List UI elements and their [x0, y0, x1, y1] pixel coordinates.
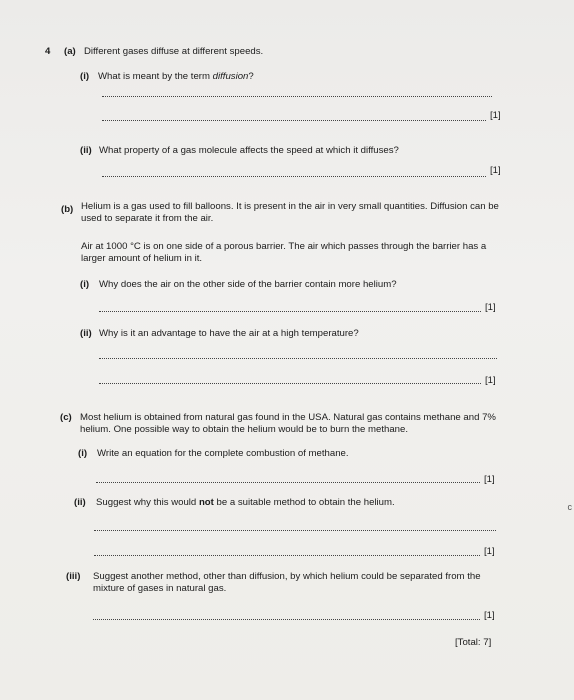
part-a-label: (a) [64, 46, 76, 57]
mark-allocation: [1] [485, 302, 496, 313]
mark-allocation: [1] [485, 375, 496, 386]
answer-line[interactable] [96, 482, 480, 483]
part-c-label: (c) [60, 412, 72, 423]
part-b-label: (b) [61, 204, 74, 215]
part-b-ii-label: (ii) [80, 328, 92, 339]
part-b-stem-2: Air at 1000 °C is on one side of a porous barrier. The air which passes through the barrier has a larger amount of helium in it. [81, 241, 487, 264]
part-c-iii-question: Suggest another method, other than diffusion, by which helium could be separated from the mixture of gases in natural gas. [93, 571, 481, 594]
mark-allocation: [1] [484, 474, 495, 485]
answer-line[interactable] [93, 619, 480, 620]
question-number: 4 [45, 46, 51, 57]
part-a-ii-question: What property of a gas molecule affects the speed at which it diffuses? [99, 145, 399, 156]
mark-allocation: [1] [484, 546, 495, 557]
answer-line[interactable] [99, 311, 481, 312]
part-c-ii-question: Suggest why this would not be a suitable method to obtain the helium. [96, 497, 395, 508]
part-c-i-label: (i) [78, 448, 88, 459]
part-c-stem: Most helium is obtained from natural gas found in the USA. Natural gas contains methane and 7% helium. One possible way to obtain the helium would be to burn the methane. [80, 412, 496, 435]
part-b-i-question: Why does the air on the other side of the barrier contain more helium? [99, 279, 397, 290]
answer-line[interactable] [99, 358, 497, 359]
mark-allocation: [1] [490, 110, 501, 121]
part-c-i-question: Write an equation for the complete combustion of methane. [97, 448, 349, 459]
answer-line[interactable] [94, 530, 496, 531]
answer-line[interactable] [102, 96, 492, 97]
answer-line[interactable] [102, 176, 486, 177]
total-marks: [Total: 7] [455, 637, 492, 648]
answer-line[interactable] [99, 383, 481, 384]
part-c-iii-label: (iii) [66, 571, 81, 582]
part-b-ii-question: Why is it an advantage to have the air at a high temperature? [99, 328, 359, 339]
part-a-ii-label: (ii) [80, 145, 92, 156]
part-a-stem: Different gases diffuse at different speeds. [84, 46, 264, 57]
part-a-i-question: What is meant by the term diffusion? [98, 71, 254, 82]
answer-line[interactable] [94, 555, 480, 556]
part-b-i-label: (i) [80, 279, 90, 290]
mark-allocation: [1] [490, 165, 501, 176]
part-b-stem-1: Helium is a gas used to fill balloons. It is present in the air in very small quantities. Diffusion can be used to separate it from the air. [81, 201, 499, 224]
mark-allocation: [1] [484, 610, 495, 621]
answer-line[interactable] [102, 120, 486, 121]
part-c-ii-label: (ii) [74, 497, 86, 508]
part-a-i-label: (i) [80, 71, 90, 82]
margin-letter: c [567, 502, 572, 512]
